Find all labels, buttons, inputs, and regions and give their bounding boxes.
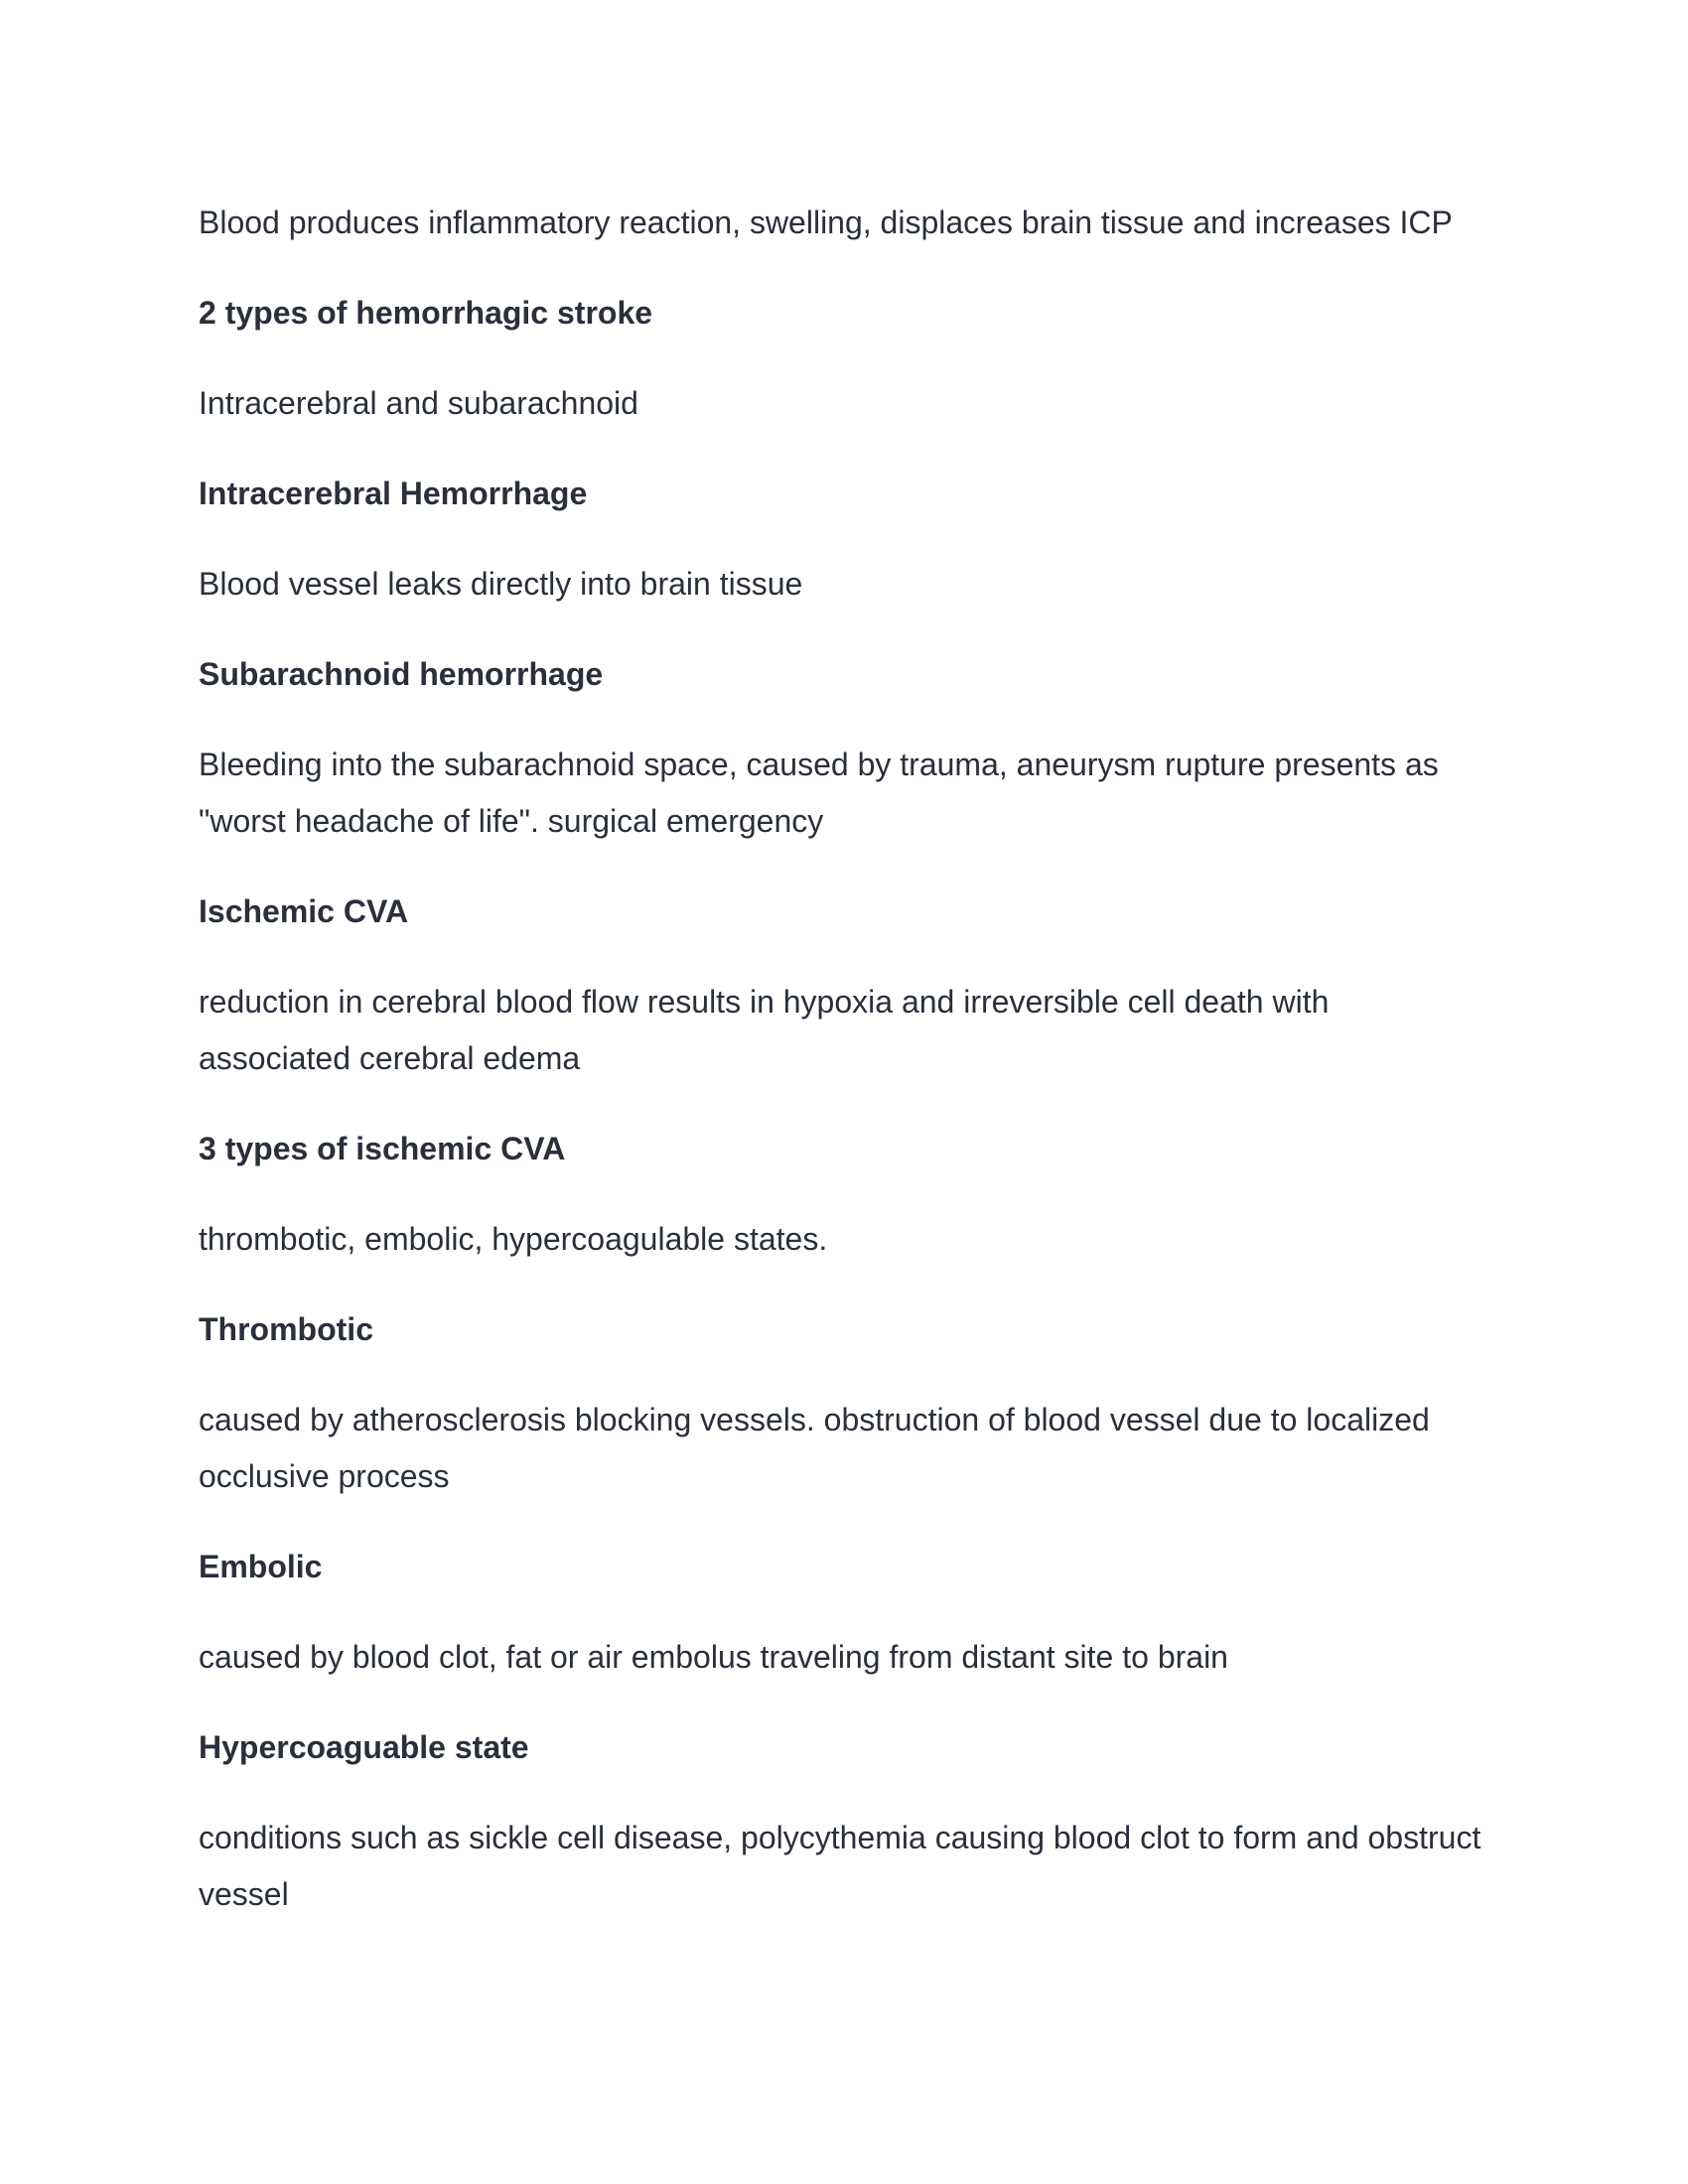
term-heading: Hypercoaguable state (199, 1729, 529, 1765)
definition-text: conditions such as sickle cell disease, polycythemia causing blood clot to form and obstruct vessel (199, 1820, 1481, 1912)
term-heading: Embolic (199, 1549, 323, 1584)
definition-text: caused by atherosclerosis blocking vessels. obstruction of blood vessel due to localized occlusive process (199, 1402, 1430, 1494)
definition-text: caused by blood clot, fat or air embolus traveling from distant site to brain (199, 1639, 1228, 1675)
term-heading: Ischemic CVA (199, 893, 409, 929)
term-heading: Thrombotic (199, 1311, 373, 1347)
definition-text: Blood vessel leaks directly into brain tissue (199, 566, 803, 602)
term-heading: 2 types of hemorrhagic stroke (199, 295, 653, 331)
term-heading: Subarachnoid hemorrhage (199, 656, 604, 692)
definition-text: Intracerebral and subarachnoid (199, 385, 638, 421)
term-heading: 3 types of ischemic CVA (199, 1131, 566, 1166)
definition-text: Bleeding into the subarachnoid space, caused by trauma, aneurysm rupture presents as "worst headache of life". surgical emergency (199, 747, 1439, 839)
definition-text: thrombotic, embolic, hypercoagulable states. (199, 1221, 828, 1257)
term-heading: Intracerebral Hemorrhage (199, 476, 588, 511)
document-page (199, 195, 1489, 1957)
definition-text: Blood produces inflammatory reaction, swelling, displaces brain tissue and increases ICP (199, 205, 1453, 240)
definition-text: reduction in cerebral blood flow results in hypoxia and irreversible cell death with associated cerebral edema (199, 984, 1330, 1076)
